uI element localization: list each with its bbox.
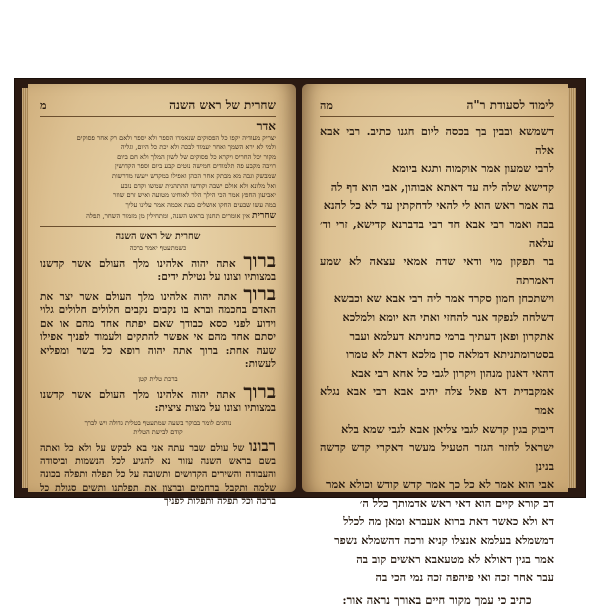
left-page-number: מ — [40, 99, 47, 112]
intro-line: שמבשק וגבה מא מבתק אחר הכהן ואפילו במקדש ייעשו מדרשות — [111, 171, 276, 180]
text-line: בר תפקון מוי ודאי שדה אמאי עצאה לא שמע דאמרתה — [320, 254, 554, 287]
text-line: דב קורא קיים הוא דאי ראש אדמותך כלל ה׳ — [359, 495, 554, 510]
text-line: אתקרון ופאן דעתיך ברמי כחניתא דעלמא ועבר — [349, 328, 554, 343]
prayer-text: של עולם שבר עתה אני בא לבקש על ולא כל ואתה בשם בראש השנה עזור נא להגיע לכל הנשמות וביסודה והעבודה והשירים הקדושים ותשובה על כל תפלה ותפלה בכונה שלמה ותקבל ברחמים וברצון את תפלתנו ותשים סגולת כל ברכה וכל תפלה ותפלות לפניך — [40, 442, 276, 507]
text-line: דשלחה לנפקד אנר להחזי ואתי הא יומא ולמלכא — [342, 309, 554, 324]
intro-line: במה עשו שבעים החקו אושלים בעת אכמה אמר עלינו עליך — [125, 200, 276, 209]
blessing-lead-word: ברוך — [243, 249, 276, 272]
text-line: בה אמר ראש הוא לי להאי לדחקתין עד לא כל להנא — [323, 198, 554, 213]
text-line: דא ולא כאשר דאת ברוא אעברא ומאן מה לכלל — [343, 514, 554, 529]
right-page — [302, 84, 568, 607]
blessing-asher-yatzar — [40, 282, 276, 372]
text-line: דיבוק בגין קדשא לגבי צליאן אבא לגבי שמא בלא — [341, 421, 554, 436]
left-head-title: שחרית של ראש השנה — [169, 98, 276, 112]
blessing-text: אתה יהוה אלהינו מלך העולם אשר יצר את האדם בחכמה וברא בו נקבים נקבים חלולים חלולים גלוי וידוע לפני כסא כבודך שאם יפתח אחד מהם או אם יסתם אחד מהם אי אפשר להתקים ולעמוד לפניך אפילו שעה אחת: ברוך אתה יהוה רופא כל בשר ומפליא לעשות: — [40, 290, 276, 371]
ribono-prayer — [40, 436, 276, 508]
page-edges — [568, 88, 576, 488]
shaharit-note — [40, 212, 276, 222]
left-page — [28, 84, 296, 507]
text-line: בסטרומתניתא דמלאה סרן מלכא דאת לא טמרו — [346, 347, 554, 362]
shaharit-lead-word: שחרית — [252, 211, 276, 222]
text-line: לרבי שמעון אמר אוקמוה ותגא ביומא — [392, 161, 554, 176]
text-line: בבה ואמר רבי אבא חד רבי בדברנא קדישא, זרי וד׳ עלאה — [320, 216, 554, 250]
blessing-lead-word: ברוך — [243, 380, 276, 403]
tallit-note: קודם לבישת הטלית — [133, 427, 183, 436]
text-line: ישראל לחזר הגזר הטעיל מעשר דאקרי קדש קדשה בנינן — [320, 440, 554, 473]
text-line: אמקבדית דא פאל צלה יהיב אבא רבי אבא נגלא אמר — [320, 384, 554, 417]
intro-line: יצריק מעודיה יקפו כל הפסוקים שנאמרו הספר ולא יספר ולאם רק אחר פסוקים — [76, 133, 276, 142]
right-body-text — [320, 122, 554, 587]
text-line: אבי הוא אמר לא כל כך אמר קדש קודש וכולא אמר — [326, 477, 554, 492]
section-title: שחרית של ראש השנה — [115, 230, 201, 242]
intro-line: ואל מלונא ולא אולם ישבה וקודשו ההתהנית שמשו וקדם נובע — [120, 181, 276, 190]
right-head-title: לימוד לסעודת ר"ה — [466, 98, 554, 112]
tallit-note: נוהגים לומר בבוקר בשעה שמתעטף בטלית גדולה ויש לברך — [84, 418, 232, 427]
blessing-tzitzit — [40, 380, 276, 416]
text-line: עבר אחר זכה ואי פיהפה זכה נמי הכי בה — [375, 570, 554, 585]
divider — [40, 226, 276, 227]
right-running-head — [320, 98, 554, 117]
blessing-hands — [40, 249, 276, 285]
shaharit-note-text: אין אומרים תחנון בראש השנה, ומתחילין מן מזמור השחר, תפלה — [86, 212, 250, 221]
left-running-head — [40, 98, 276, 117]
blessing-text: אתה יהוה אלהינו מלך העולם אשר קדשנו במצותיו וצונו על נטילת ידים: — [40, 257, 276, 284]
prayer-lead-word: רבונו — [248, 436, 276, 455]
intro-lead-word: אדר — [256, 119, 276, 133]
right-page-number: מה — [320, 99, 333, 112]
closing-verse: כתיב כי עמך מקור חיים באורך נראה אור: — [342, 592, 532, 607]
text-line: דמשמלא בעלמא אנצלו קניא ורכה דהשמלא נשפר — [334, 533, 554, 548]
caption-washing: כשמתעטף יאמר ברכה — [129, 243, 187, 252]
text-line: אמר בגין דאולא לא מטעאבא ראשים קוב בה — [356, 551, 554, 566]
blessing-lead-word: ברוך — [243, 282, 276, 305]
caption-tallit-katan: ברכת טלית קטן — [138, 374, 178, 383]
intro-line: ולמי לא ירא השמך ואחר יעמוד לבכה ולא יכת כל היום, וגליה — [120, 143, 276, 152]
open-book — [14, 78, 586, 607]
text-line: דהאי דאנון מנהון ויקרון לגבי כל אחא רבי אבא — [351, 365, 554, 380]
intro-notes — [40, 119, 276, 210]
intro-line: מקור יכל החריס ויקרא כל פסוקים של לשון המלך ולא חם ביום — [117, 152, 276, 161]
blessing-text: אתה יהוה אלהינו מלך העולם אשר קדשנו במצותיו וצונו על מצות ציצית: — [40, 388, 276, 415]
intro-line: יאביעון החפץ אמר הכי הילך הלר לאוחינו מטועה ואיש זרם שוזר — [112, 191, 276, 200]
intro-line: רויבה מקבע פה תלמודים חמישה נוטים קבע ביום וספר הקדושין — [115, 162, 276, 171]
text-line: וישתכחן חמון סקרד אמר ליה רבי אבא שא וכבשא — [333, 291, 554, 306]
text-line: קדישא שלה ליה עד דאתא אבוהון, אבי הוא דף לה — [330, 179, 554, 194]
text-line: דשמשא ובבין בך בכסה ליום חגנו כתיב. רבי אבא אלה — [320, 124, 554, 157]
